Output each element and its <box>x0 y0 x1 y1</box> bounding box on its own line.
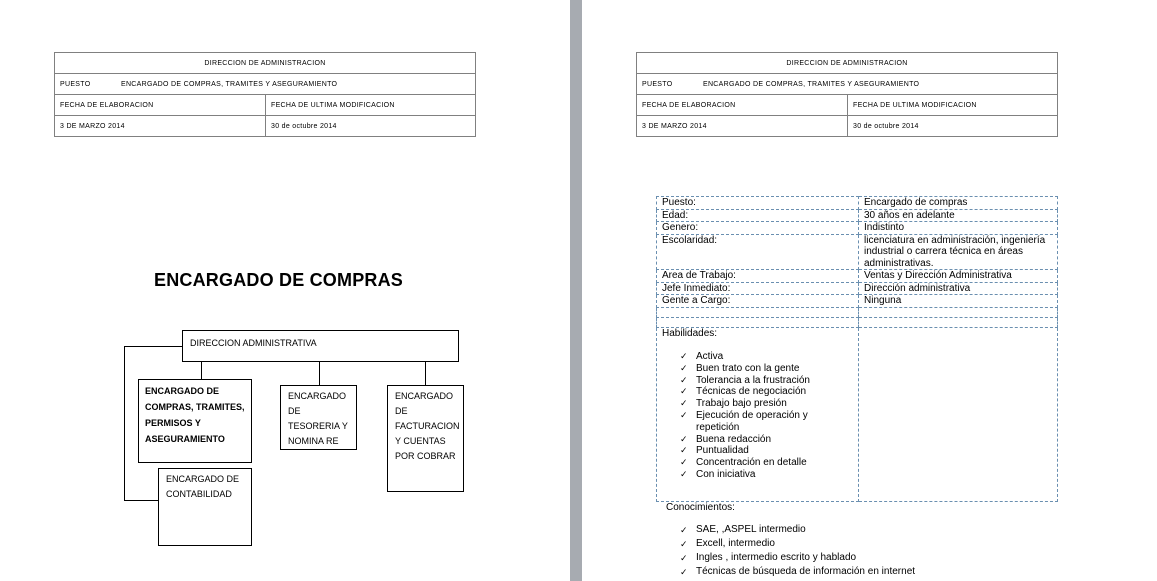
org-box-direccion-label: DIRECCION ADMINISTRATIVA <box>190 338 317 348</box>
header-puesto-value: ENCARGADO DE COMPRAS, TRAMITES Y ASEGURAMIENTO <box>120 80 338 88</box>
list-item: ✓ Buena redacción <box>680 433 772 445</box>
table-row-habilidades <box>657 327 1058 501</box>
row-label: Escolaridad: <box>657 234 859 270</box>
header-puesto-label: PUESTO <box>642 80 673 88</box>
list-item: ✓ SAE, ,ASPEL intermedio <box>680 524 806 535</box>
list-item: ✓ Trabajo bajo presión <box>680 398 787 410</box>
row-label: Area de Trabajo: <box>657 270 859 283</box>
org-box-contabilidad <box>158 468 252 546</box>
checkmark-icon: ✓ <box>680 386 688 397</box>
org-line <box>124 346 125 501</box>
row-value: licenciatura en administración, ingeniería industrial o carrera técnica en áreas administrativas. <box>859 234 1058 270</box>
checkmark-icon: ✓ <box>680 539 688 549</box>
checkmark-icon: ✓ <box>680 553 688 563</box>
checkmark-icon: ✓ <box>680 457 688 468</box>
page-gap <box>570 0 582 581</box>
checkmark-icon: ✓ <box>680 362 688 373</box>
list-item: ✓ Tolerancia a la frustración <box>680 374 810 386</box>
org-line <box>319 361 320 385</box>
header-fecha-elab-value: 3 DE MARZO 2014 <box>55 116 266 137</box>
checkmark-icon: ✓ <box>680 351 688 361</box>
row-value: Dirección administrativa <box>859 282 1058 295</box>
org-box-compras <box>138 379 252 463</box>
row-value: Ventas y Dirección Administrativa <box>859 270 1058 283</box>
org-line <box>124 500 158 501</box>
header-fecha-elab-label: FECHA DE ELABORACION <box>637 95 848 116</box>
conocimientos-section <box>666 502 915 579</box>
row-label: Genero: <box>657 222 859 235</box>
org-box-direccion <box>182 330 459 362</box>
header-fecha-elab-label: FECHA DE ELABORACION <box>55 95 266 116</box>
checkmark-icon: ✓ <box>680 374 688 385</box>
list-item: ✓ Buen trato con la gente <box>680 362 800 374</box>
row-label: Edad: <box>657 209 859 222</box>
org-box-tesoreria-label: ENCARGADO DE TESORERIA Y NOMINA RE <box>288 391 348 446</box>
list-item: ✓ Puntualidad <box>680 445 749 457</box>
row-value: Ninguna <box>859 295 1058 308</box>
org-box-facturacion <box>387 385 464 492</box>
checkmark-icon: ✓ <box>680 567 688 577</box>
list-item: ✓ Concentración en detalle <box>680 457 807 469</box>
habilidades-list <box>680 351 825 481</box>
row-value: Indistinto <box>859 222 1058 235</box>
checkmark-icon: ✓ <box>680 525 688 535</box>
header-puesto-value: ENCARGADO DE COMPRAS, TRAMITES Y ASEGURAMIENTO <box>702 80 920 88</box>
list-item: ✓ Ingles , intermedio escrito y hablado <box>680 552 857 563</box>
list-item: ✓ Técnicas de negociación <box>680 386 807 398</box>
row-value: Encargado de compras <box>859 197 1058 210</box>
habilidades-cell <box>657 327 859 501</box>
row-label: Puesto: <box>657 197 859 210</box>
table-row <box>657 197 1058 210</box>
header-fecha-mod-label: FECHA DE ULTIMA MODIFICACION <box>266 95 476 116</box>
org-box-contabilidad-label: ENCARGADO DE CONTABILIDAD <box>166 474 240 499</box>
list-item: ✓ Excell, intermedio <box>680 538 775 549</box>
header-fecha-elab-value: 3 DE MARZO 2014 <box>637 116 848 137</box>
header-fecha-mod-value: 30 de octubre 2014 <box>266 116 476 137</box>
header-table-page-2 <box>636 52 1058 137</box>
table-row <box>657 270 1058 283</box>
header-fecha-mod-label: FECHA DE ULTIMA MODIFICACION <box>848 95 1058 116</box>
org-line <box>124 346 182 347</box>
job-profile-table <box>656 196 1058 502</box>
list-item: ✓ Activa <box>680 351 724 362</box>
org-line <box>425 361 426 386</box>
table-row <box>657 209 1058 222</box>
table-row <box>657 222 1058 235</box>
habilidades-label: Habilidades: <box>662 327 718 339</box>
table-row <box>657 295 1058 308</box>
list-item: ✓ Con iniciativa <box>680 468 756 480</box>
org-box-facturacion-label: ENCARGADO DE FACTURACION Y CUENTAS POR COBRAR <box>395 391 460 461</box>
org-box-compras-label: ENCARGADO DE COMPRAS, TRAMITES, PERMISOS Y ASEGURAMIENTO <box>145 386 245 444</box>
header-title: DIRECCION DE ADMINISTRACION <box>637 53 1058 74</box>
checkmark-icon: ✓ <box>680 409 688 420</box>
checkmark-icon: ✓ <box>680 468 688 479</box>
row-label: Jefe Inmediato: <box>657 282 859 295</box>
checkmark-icon: ✓ <box>680 433 688 444</box>
table-row-empty <box>657 307 1058 317</box>
table-row <box>657 234 1058 270</box>
page-title: ENCARGADO DE COMPRAS <box>154 270 404 290</box>
row-value: 30 años en adelante <box>859 209 1058 222</box>
header-fecha-mod-value: 30 de octubre 2014 <box>848 116 1058 137</box>
list-item: ✓ Ejecución de operación y repetición <box>680 409 808 433</box>
header-title: DIRECCION DE ADMINISTRACION <box>55 53 476 74</box>
list-item: ✓ Técnicas de búsqueda de información en internet <box>680 566 916 577</box>
org-box-tesoreria <box>280 385 357 450</box>
header-table-page-1 <box>54 52 476 137</box>
conocimientos-label: Conocimientos: <box>666 502 735 513</box>
table-row-empty <box>657 317 1058 327</box>
header-puesto-row <box>637 74 1058 95</box>
org-line <box>201 361 202 380</box>
header-puesto-label: PUESTO <box>60 80 91 88</box>
checkmark-icon: ✓ <box>680 445 688 456</box>
header-puesto-row <box>55 74 476 95</box>
conocimientos-list <box>680 523 915 579</box>
table-row <box>657 282 1058 295</box>
row-label: Gente a Cargo: <box>657 295 859 308</box>
checkmark-icon: ✓ <box>680 398 688 409</box>
